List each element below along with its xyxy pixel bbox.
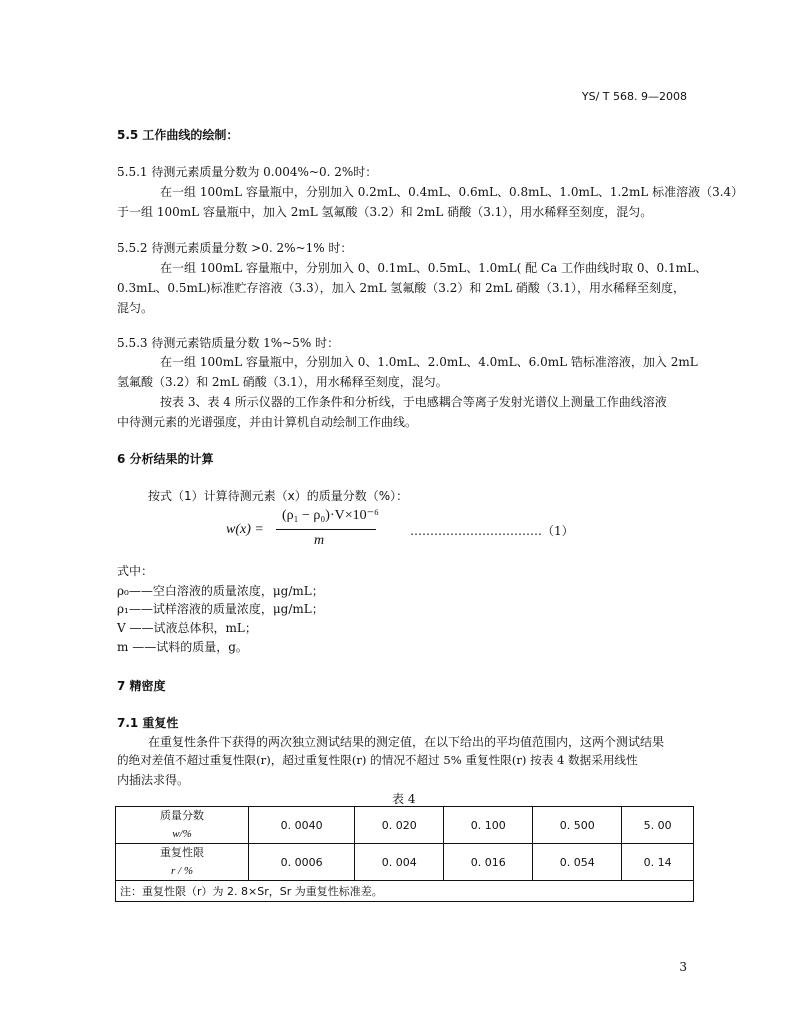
- table-row-repeatability: [116, 844, 694, 881]
- table-cell: 0. 020: [355, 807, 444, 844]
- table-4-caption: 表 4: [392, 792, 416, 806]
- def-rho0: ρ₀——空白溶液的质量浓度，μg/mL；: [117, 584, 324, 598]
- table-head-repeatability: [116, 844, 249, 881]
- def-v: V ——试液总体积，mL；: [117, 621, 257, 635]
- table-row-mass-fraction: [116, 807, 694, 844]
- section-5-5-1-line1: 在一组 100mL 容量瓶中，分别加入 0.2mL、0.4mL、0.6mL、0.8mL、1.0mL、1.2mL 标准溶液（3.4）: [160, 185, 744, 199]
- section-5-5-3-line1: 在一组 100mL 容量瓶中，分别加入 0、1.0mL、2.0mL、4.0mL、6.0mL 锆标准溶液，加入 2mL: [160, 355, 698, 369]
- formula-denominator: m: [314, 533, 325, 548]
- table-note: 注：重复性限（r）为 2. 8×Sr，Sr 为重复性标准差。: [116, 881, 694, 902]
- section-5-5-1-title: 5.5.1 待测元素质量分数为 0.004%~0. 2%时：: [117, 165, 378, 179]
- section-5-5-2-line3: 混匀。: [117, 301, 154, 315]
- table-cell: 0. 100: [444, 807, 533, 844]
- section-7-title: 7 精密度: [117, 679, 166, 693]
- standard-code: YS/ T 568. 9—2008: [581, 90, 687, 103]
- formula-lhs-text: w(x) =: [226, 522, 264, 537]
- section-5-5-3-line2: 氢氟酸（3.2）和 2mL 硝酸（3.1），用水稀释至刻度，混匀。: [117, 375, 448, 389]
- table-head-mass-fraction-unit: w/%: [172, 828, 192, 840]
- table-cell: 0. 016: [444, 844, 533, 881]
- section-5-5-2-line1: 在一组 100mL 容量瓶中，分别加入 0、0.1mL、0.5mL、1.0mL( 配 Ca 工作曲线时取 0、0.1mL、: [160, 261, 707, 275]
- section-6-intro: 按式（1）计算待测元素（x）的质量分数（%）：: [148, 489, 409, 503]
- table-head-mass-fraction-label: 质量分数: [160, 809, 204, 822]
- section-5-5-3-line3: 按表 3、表 4 所示仪器的工作条件和分析线，于电感耦合等离子发射光谱仪上测量工作曲线溶液: [160, 395, 667, 409]
- def-m: m ——试料的质量，g。: [117, 640, 248, 654]
- section-5-5-title: 5.5 工作曲线的绘制：: [117, 128, 239, 142]
- section-5-5-2-line2: 0.3mL、0.5mL)标准贮存溶液（3.3），加入 2mL 氢氟酸（3.2）和 2mL 硝酸（3.1），用水稀释至刻度，: [117, 281, 686, 295]
- table-row-note: [116, 881, 694, 902]
- formula-number: ……………………………（1）: [410, 524, 574, 538]
- table-cell: 0. 14: [622, 844, 694, 881]
- section-7-1-line3: 内插法求得。: [117, 773, 190, 787]
- table-cell: 0. 054: [533, 844, 622, 881]
- section-7-1-title: 7.1 重复性: [117, 716, 179, 730]
- section-5-5-3-title: 5.5.3 待测元素锆质量分数 1%~5% 时：: [117, 336, 340, 350]
- section-5-5-1-line2: 于一组 100mL 容量瓶中，加入 2mL 氢氟酸（3.2）和 2mL 硝酸（3.1），用水稀释至刻度，混匀。: [117, 205, 653, 219]
- formula-numerator: (ρ₁ − ρ₀)·V×10⁻⁶: [282, 508, 379, 523]
- table-cell: 0. 0006: [249, 844, 355, 881]
- page-number: 3: [679, 960, 687, 974]
- section-7-1-line2: 的绝对差值不超过重复性限(r)，超过重复性限(r) 的情况不超过 5% 重复性限(r) 按表 4 数据采用线性: [117, 753, 638, 767]
- table-cell: 0. 0040: [249, 807, 355, 844]
- def-rho1: ρ₁——试样溶液的质量浓度，μg/mL；: [117, 602, 324, 616]
- formula-fraction-bar: [276, 529, 376, 530]
- section-6-title: 6 分析结果的计算: [117, 452, 214, 466]
- section-5-5-3-line4: 中待测元素的光谱强度，并由计算机自动绘制工作曲线。: [117, 415, 418, 429]
- table-head-repeatability-label: 重复性限: [160, 846, 204, 859]
- table-cell: 5. 00: [622, 807, 694, 844]
- table-4: [115, 806, 694, 902]
- table-cell: 0. 500: [533, 807, 622, 844]
- formula-lhs: [226, 522, 264, 538]
- table-cell: 0. 004: [355, 844, 444, 881]
- table-head-mass-fraction: [116, 807, 249, 844]
- where-label: 式中：: [117, 564, 154, 578]
- table-head-repeatability-unit: r / %: [171, 865, 193, 877]
- section-5-5-2-title: 5.5.2 待测元素质量分数 >0. 2%~1% 时：: [117, 241, 353, 255]
- section-7-1-line1: 在重复性条件下获得的两次独立测试结果的测定值，在以下给出的平均值范围内，这两个测试结果: [148, 735, 665, 749]
